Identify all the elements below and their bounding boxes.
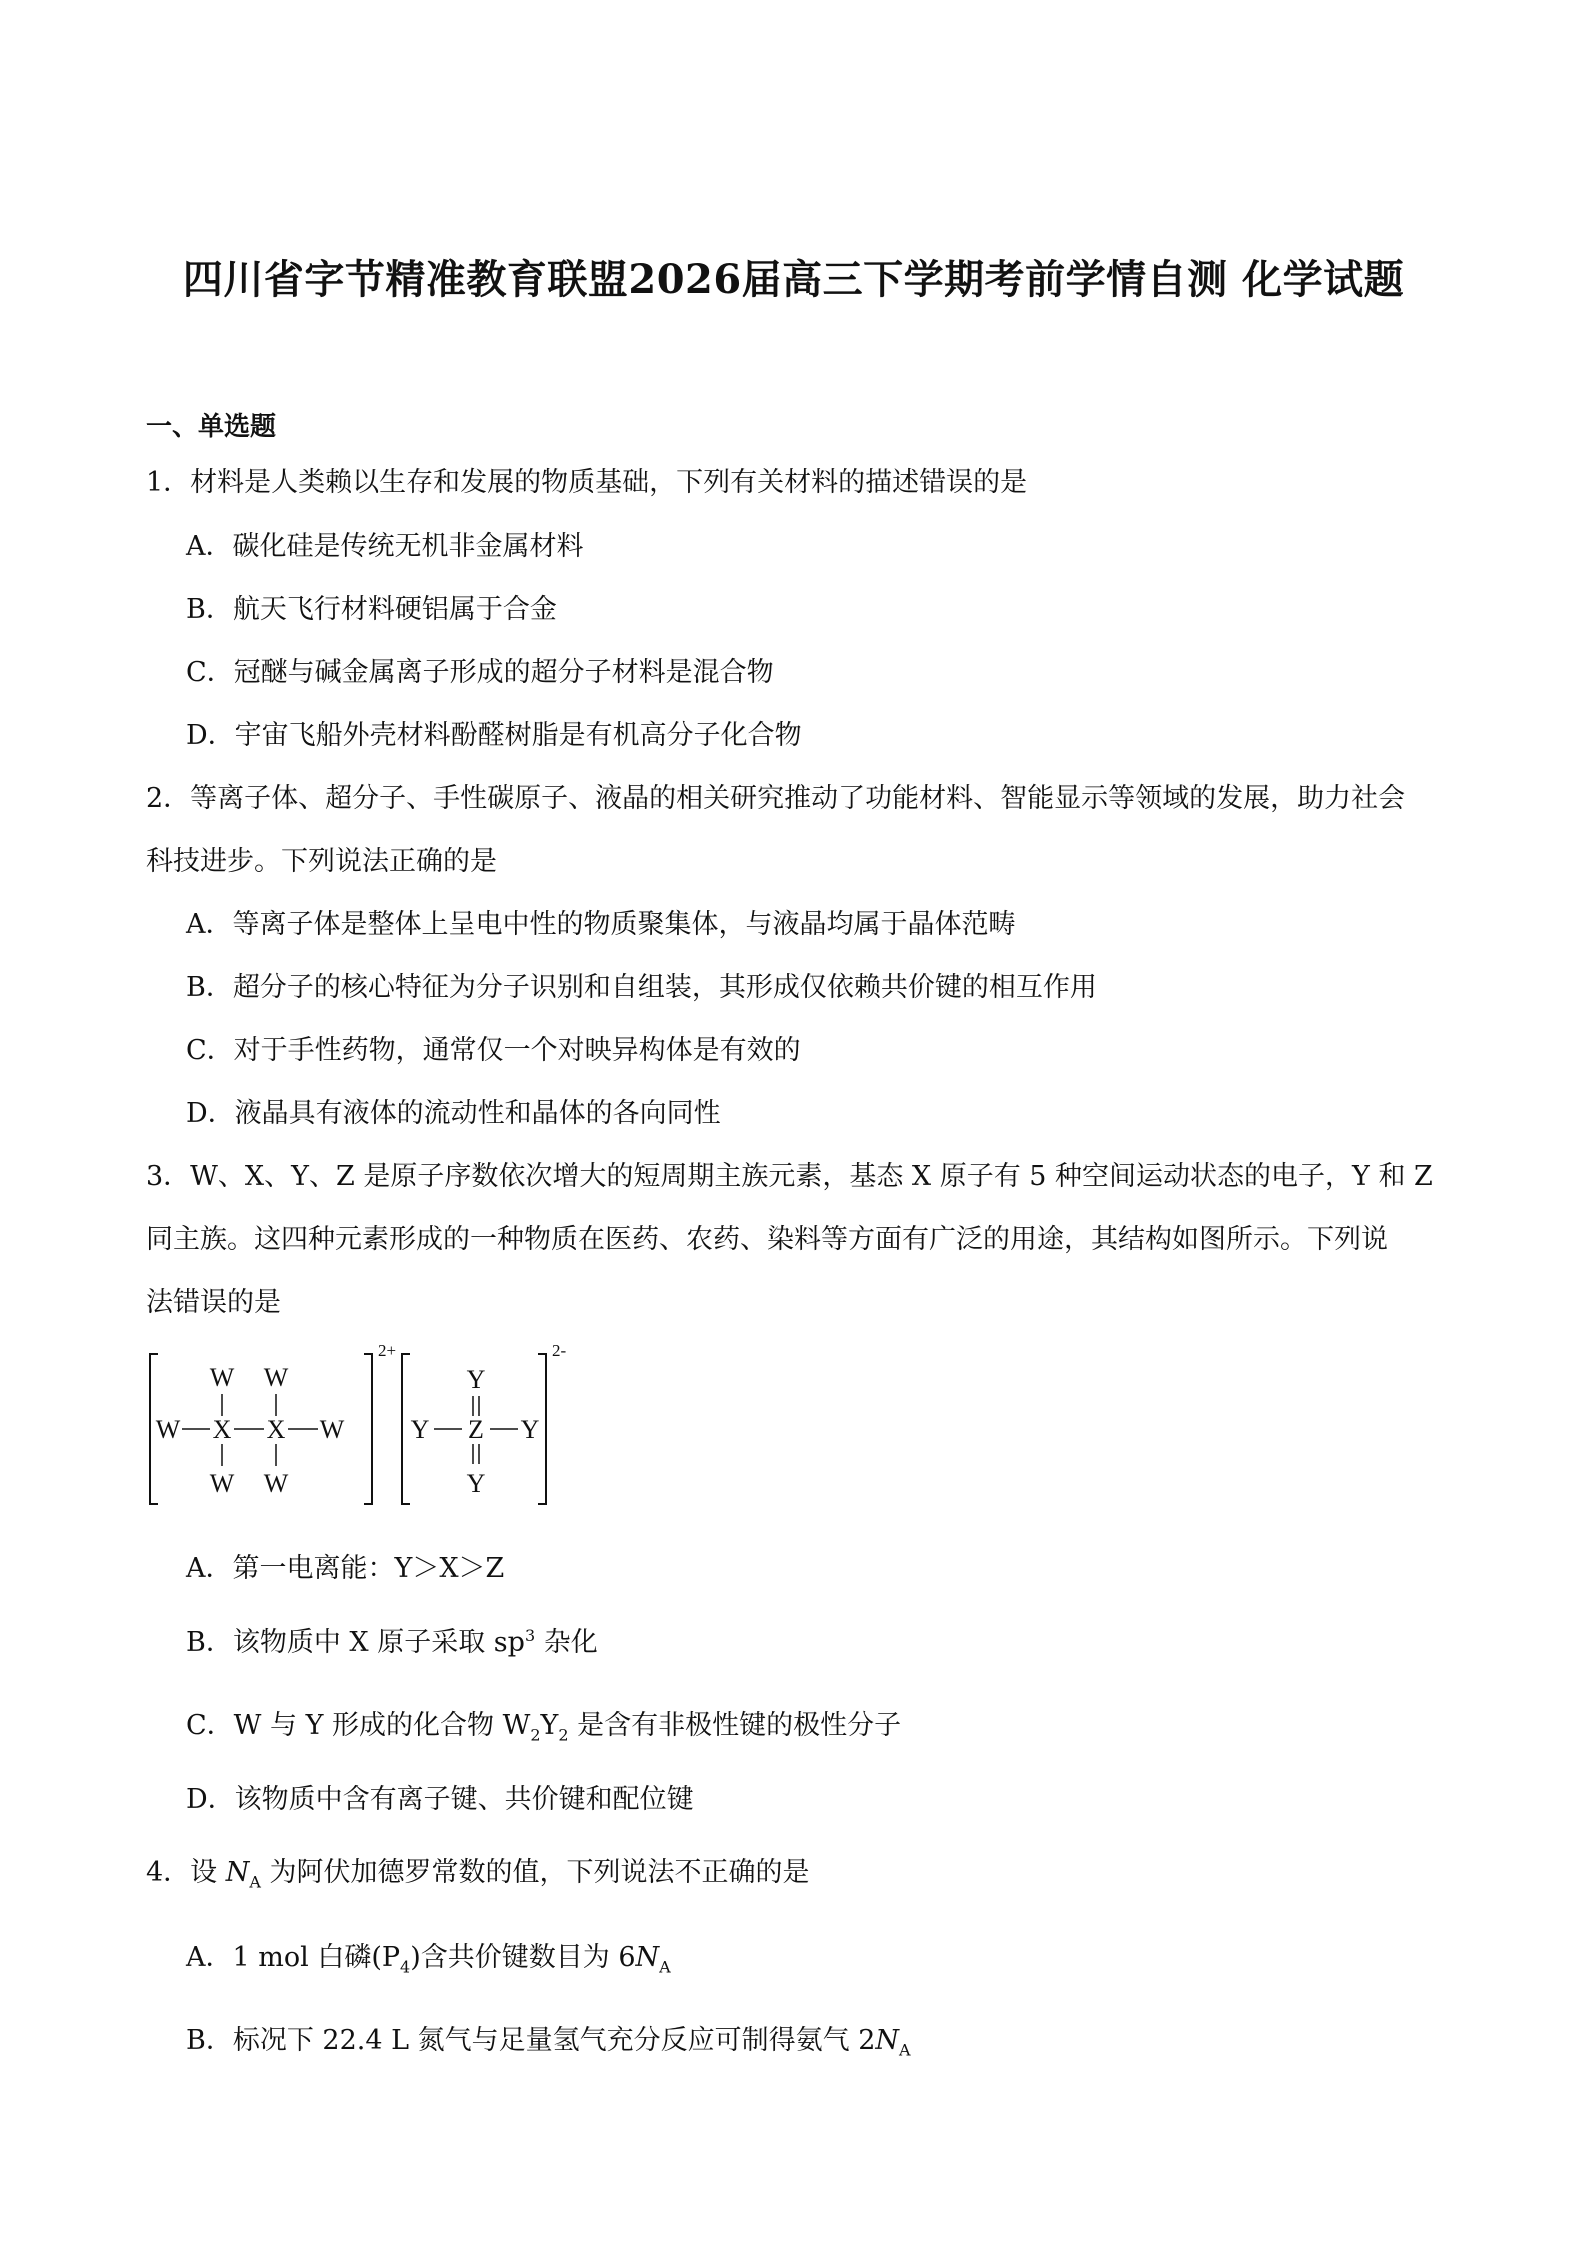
question-3-stem-line-1: 3．W、X、Y、Z 是原子序数依次增大的短周期主族元素，基态 X 原子有 5 种空间运动状态的电子，Y 和 Z bbox=[146, 1161, 1433, 1192]
question-2-option-a: A．等离子体是整体上呈电中性的物质聚集体，与液晶均属于晶体范畴 bbox=[186, 909, 1016, 940]
atom-w: W bbox=[209, 1469, 235, 1498]
question-1-option-b: B．航天飞行材料硬铝属于合金 bbox=[186, 594, 557, 625]
atom-x: X bbox=[212, 1415, 232, 1444]
question-2-stem-line-2: 科技进步。下列说法正确的是 bbox=[146, 846, 497, 877]
question-2-option-c: C．对于手性药物，通常仅一个对映异构体是有效的 bbox=[186, 1035, 801, 1066]
question-1-stem: 1．材料是人类赖以生存和发展的物质基础，下列有关材料的描述错误的是 bbox=[146, 467, 1028, 498]
question-1-option-c: C．冠醚与碱金属离子形成的超分子材料是混合物 bbox=[186, 657, 774, 688]
atom-w: W bbox=[155, 1415, 181, 1444]
question-3-stem-line-3: 法错误的是 bbox=[146, 1287, 281, 1318]
question-2-option-b: B．超分子的核心特征为分子识别和自组装，其形成仅依赖共价键的相互作用 bbox=[186, 972, 1097, 1003]
cation-right-bracket bbox=[364, 1354, 372, 1504]
atom-y: Y bbox=[466, 1365, 486, 1394]
question-3-option-a: A．第一电离能：Y＞X＞Z bbox=[186, 1553, 505, 1584]
question-1-option-a: A．碳化硅是传统无机非金属材料 bbox=[186, 531, 584, 562]
anion-charge: 2- bbox=[552, 1341, 567, 1360]
question-2-stem-line-1: 2．等离子体、超分子、手性碳原子、液晶的相关研究推动了功能材料、智能显示等领域的发展，助力社会 bbox=[146, 783, 1406, 814]
section-heading: 一、单选题 bbox=[146, 412, 277, 442]
question-4-stem: 4．设 $N_A$ 为阿伏加德罗常数的值，下列说法不正确的是 bbox=[146, 1857, 810, 1892]
question-3-stem-line-2: 同主族。这四种元素形成的一种物质在医药、农药、染料等方面有广泛的用途，其结构如图所示。下列说 bbox=[146, 1224, 1388, 1255]
atom-x: X bbox=[266, 1415, 286, 1444]
atom-y: Y bbox=[410, 1415, 430, 1444]
atom-y: Y bbox=[466, 1469, 486, 1498]
question-3-option-d: D．该物质中含有离子键、共价键和配位键 bbox=[186, 1784, 694, 1815]
atom-z: Z bbox=[468, 1415, 484, 1444]
page-title: 四川省字节精准教育联盟2026届高三下学期考前学情自测 化学试题 bbox=[182, 256, 1405, 303]
cation-charge: 2+ bbox=[378, 1341, 397, 1360]
atom-w: W bbox=[263, 1469, 289, 1498]
atom-w: W bbox=[263, 1363, 289, 1392]
atom-w: W bbox=[209, 1363, 235, 1392]
question-2-option-d: D．液晶具有液体的流动性和晶体的各向同性 bbox=[186, 1098, 721, 1129]
question-3-option-b: B．该物质中 X 原子采取 $sp^3$ 杂化 bbox=[186, 1626, 598, 1658]
question-4-option-a: A．1 mol 白磷$(P_4)$含共价键数目为 $6N_A$ bbox=[186, 1942, 671, 1977]
question-3-option-c: C．W 与 Y 形成的化合物 $W_2Y_2$ 是含有非极性键的极性分子 bbox=[186, 1710, 902, 1745]
anion-left-bracket bbox=[402, 1354, 410, 1504]
ionic-structure-figure bbox=[146, 1336, 606, 1516]
question-1-option-d: D．宇宙飞船外壳材料酚醛树脂是有机高分子化合物 bbox=[186, 720, 802, 751]
atom-y: Y bbox=[520, 1415, 540, 1444]
atom-w: W bbox=[319, 1415, 345, 1444]
question-4-option-b: B．标况下 22.4 L 氮气与足量氢气充分反应可制得氨气 $2N_A$ bbox=[186, 2025, 911, 2060]
